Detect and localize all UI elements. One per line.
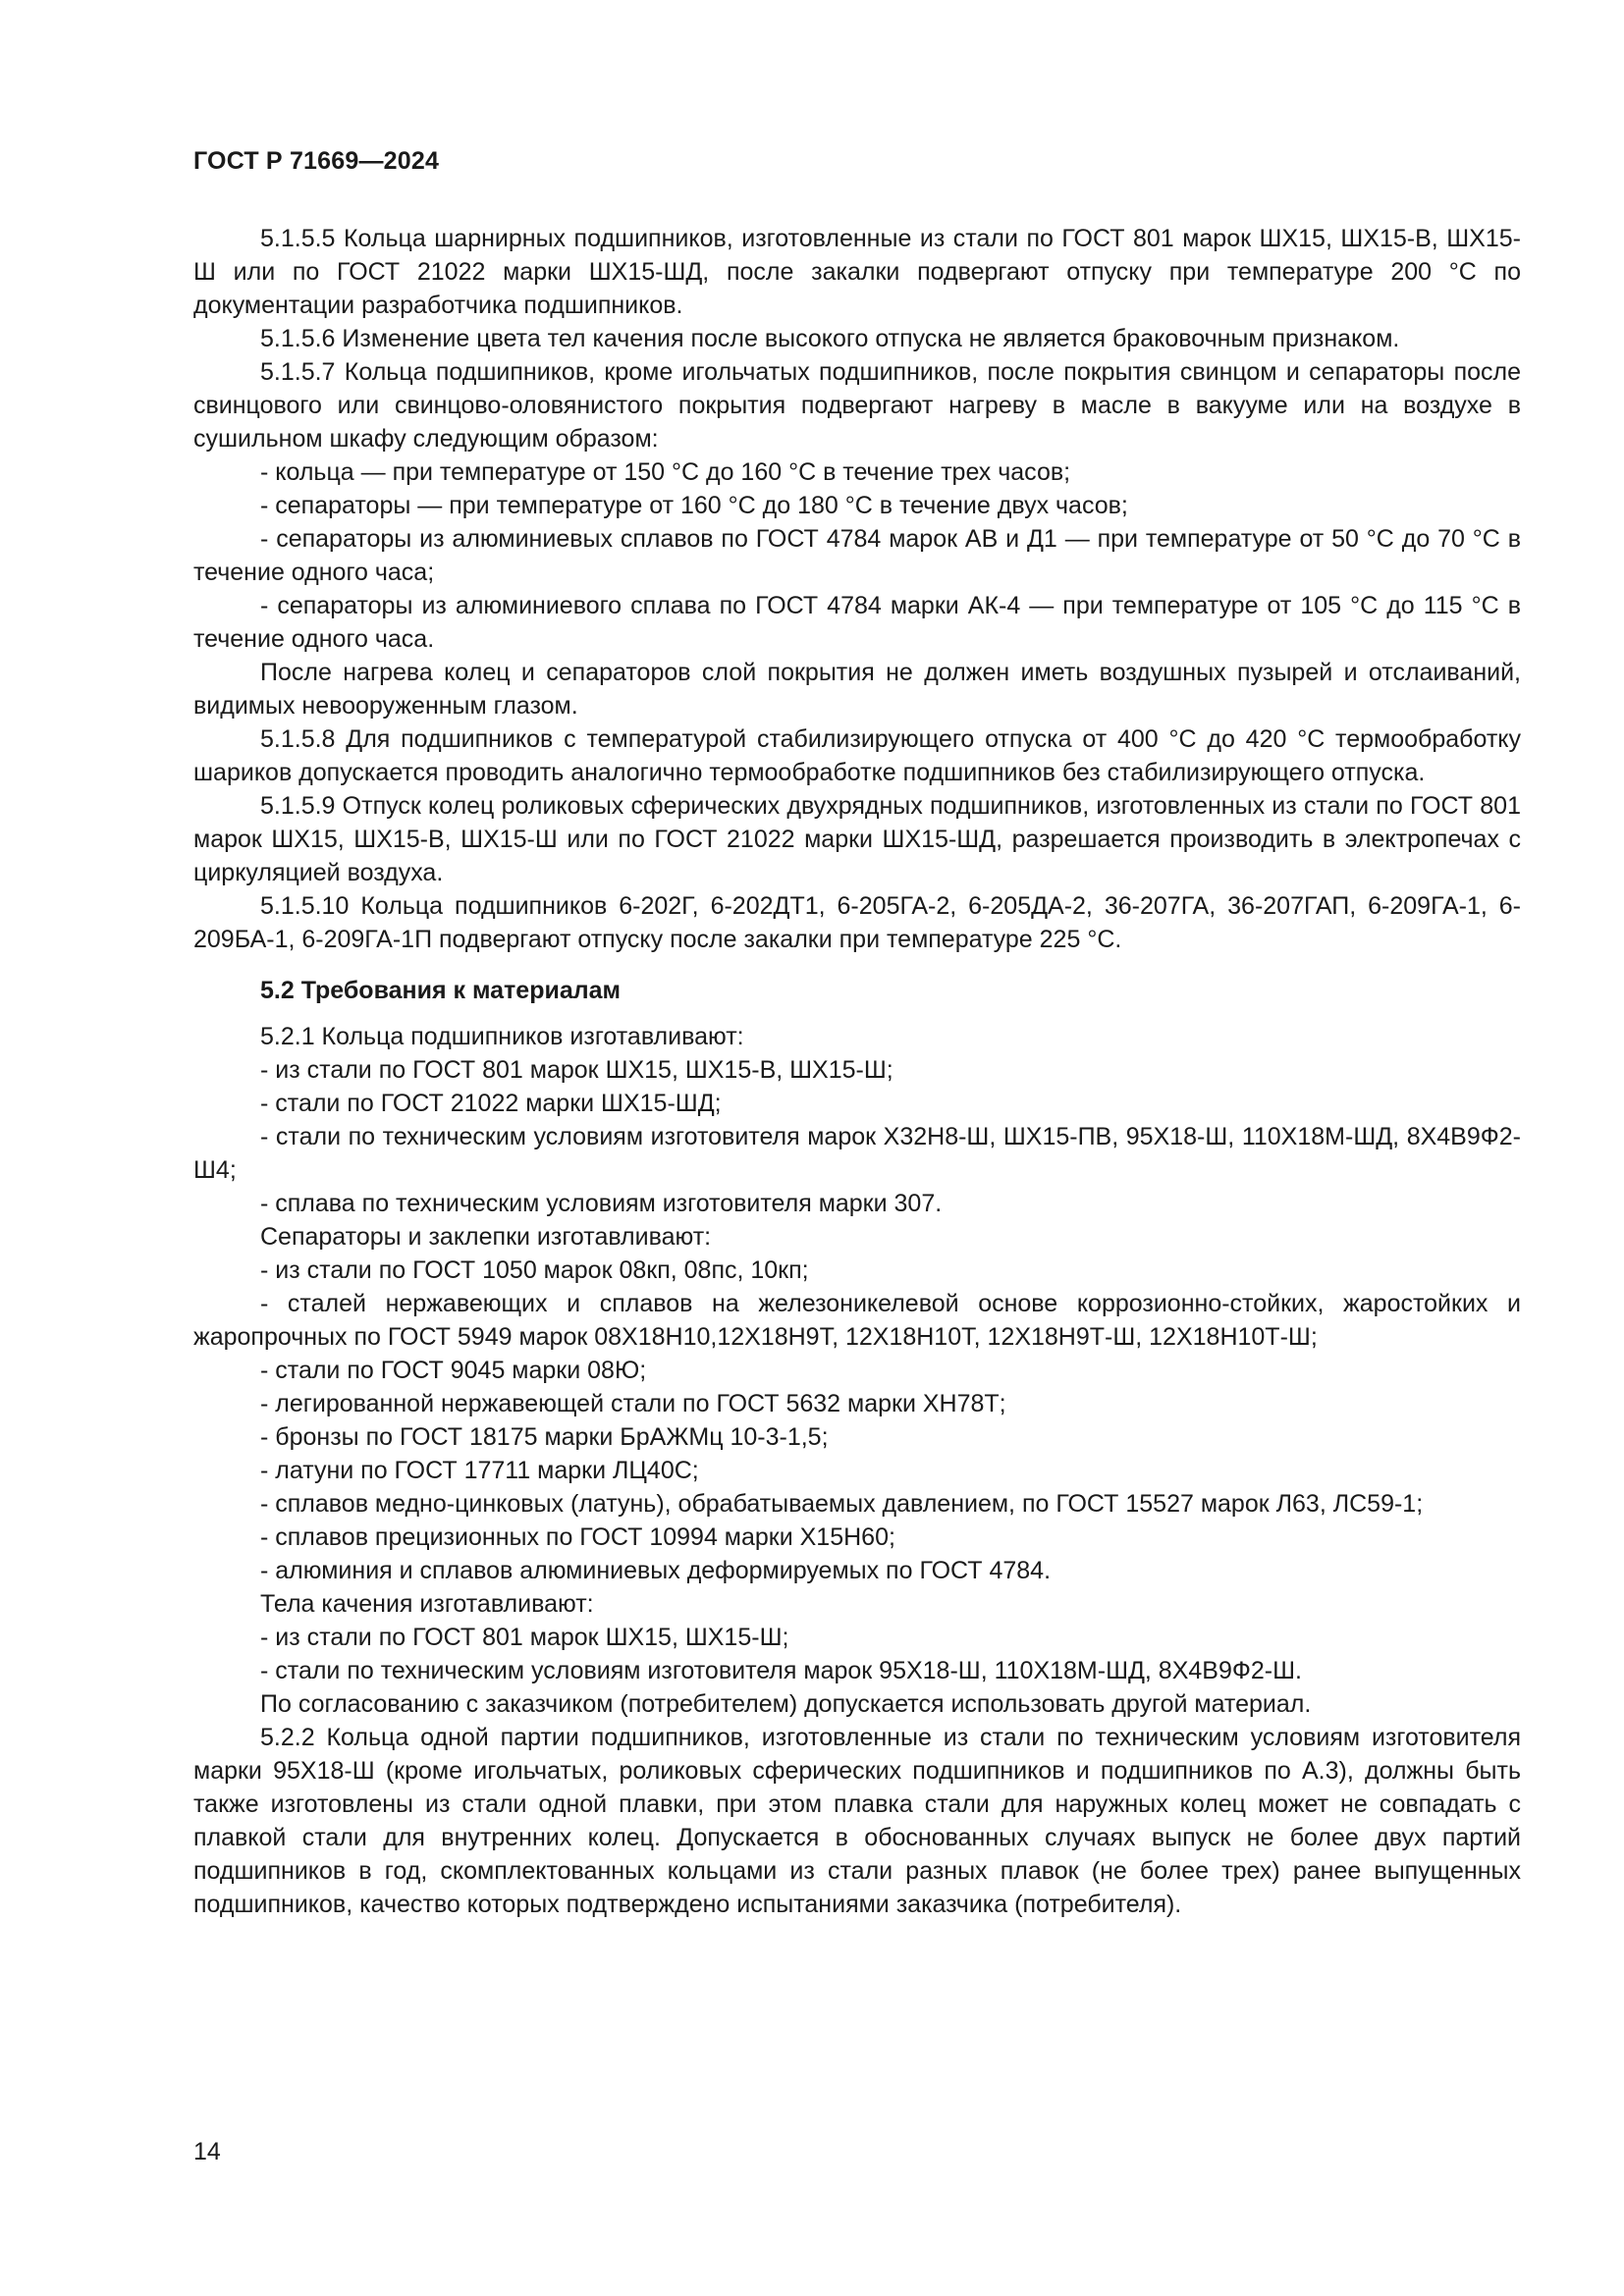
- list-item: - стали по техническим условиям изготовителя марок 95Х18-Ш, 110Х18М-ШД, 8Х4В9Ф2-Ш.: [260, 1657, 1302, 1684]
- paragraph-5-1-5-8: 5.1.5.8 Для подшипников с температурой стабилизирующего отпуска от 400 °С до 420 °С термообработку шариков допускается проводить аналогично термообработке подшипников без стабилизирующего отпуска.: [193, 725, 1521, 786]
- paragraph-after-heating: После нагрева колец и сепараторов слой покрытия не должен иметь воздушных пузырей и отслаиваний, видимых невооруженным глазом.: [193, 659, 1521, 720]
- paragraph-5-1-5-7: 5.1.5.7 Кольца подшипников, кроме игольчатых подшипников, после покрытия свинцом и сепараторы после свинцового или свинцово-оловянистого покрытия подвергают нагреву в масле в вакууме или на воздухе в сушильном шкафу следующим образом:: [193, 358, 1521, 453]
- list-item: - сталей нержавеющих и сплавов на железоникелевой основе коррозионно-стойких, жаростойких и жаропрочных по ГОСТ 5949 марок 08Х18Н10,12Х18Н9Т, 12Х18Н10Т, 12Х18Н9Т-Ш, 12Х18Н10Т-Ш;: [193, 1290, 1521, 1351]
- list-item: - сплавов прецизионных по ГОСТ 10994 марки Х15Н60;: [260, 1523, 895, 1551]
- list-item: - кольца — при температуре от 150 °С до 160 °С в течение трех часов;: [260, 458, 1071, 486]
- list-item: - алюминия и сплавов алюминиевых деформируемых по ГОСТ 4784.: [260, 1557, 1052, 1584]
- paragraph-agreement: По согласованию с заказчиком (потребителем) допускается использовать другой материал.: [260, 1690, 1312, 1718]
- document-body: [193, 222, 1521, 1921]
- list-item: - легированной нержавеющей стали по ГОСТ 5632 марки ХН78Т;: [260, 1390, 1006, 1417]
- list-item: - сепараторы — при температуре от 160 °С до 180 °С в течение двух часов;: [260, 492, 1128, 519]
- list-item: - из стали по ГОСТ 1050 марок 08кп, 08пс, 10кп;: [260, 1256, 809, 1284]
- paragraph-5-2-2: 5.2.2 Кольца одной партии подшипников, изготовленные из стали по техническим условиям изготовителя марки 95Х18-Ш (кроме игольчатых, роликовых сферических подшипников и подшипников по А.3), должны быть также изготовлены из стали одной плавки, при этом плавка стали для наружных колец может не совпадать с плавкой стали для внутренних колец. Допускается в обоснованных случаях выпуск не более двух партий подшипников в год, скомплектованных кольцами из стали разных плавок (не более трех) ранее выпущенных подшипников, качество которых подтверждено испытаниями заказчика (потребителя).: [193, 1724, 1521, 1918]
- paragraph-5-2-1: 5.2.1 Кольца подшипников изготавливают:: [260, 1023, 744, 1050]
- paragraph-5-1-5-10: 5.1.5.10 Кольца подшипников 6-202Г, 6-202ДТ1, 6-205ГА-2, 6-205ДА-2, 36-207ГА, 36-207ГАП, 6-209ГА-1, 6-209БА-1, 6-209ГА-1П подвергают отпуску после закалки при температуре 225 °С.: [193, 892, 1521, 953]
- list-item: - сепараторы из алюминиевого сплава по ГОСТ 4784 марки АК-4 — при температуре от 105 °С до 115 °С в течение одного часа.: [193, 592, 1521, 653]
- document-header: ГОСТ Р 71669—2024: [193, 147, 440, 175]
- list-item: - из стали по ГОСТ 801 марок ШХ15, ШХ15-В, ШХ15-Ш;: [260, 1056, 893, 1084]
- list-item: - сплава по техническим условиям изготовителя марки 307.: [260, 1190, 943, 1217]
- separators-intro: Сепараторы и заклепки изготавливают:: [260, 1223, 712, 1251]
- list-item: - сплавов медно-цинковых (латунь), обрабатываемых давлением, по ГОСТ 15527 марок Л63, ЛС59-1;: [260, 1490, 1424, 1518]
- list-item: - бронзы по ГОСТ 18175 марки БрАЖМц 10-3-1,5;: [260, 1423, 829, 1451]
- list-item: - стали по ГОСТ 21022 марки ШХ15-ШД;: [260, 1090, 722, 1117]
- list-item: - сепараторы из алюминиевых сплавов по ГОСТ 4784 марок АВ и Д1 — при температуре от 50 °С до 70 °С в течение одного часа;: [193, 525, 1521, 586]
- list-item: - латуни по ГОСТ 17711 марки ЛЦ40С;: [260, 1457, 699, 1484]
- list-item: - стали по ГОСТ 9045 марки 08Ю;: [260, 1357, 647, 1384]
- paragraph-5-1-5-5: 5.1.5.5 Кольца шарнирных подшипников, изготовленные из стали по ГОСТ 801 марок ШХ15, ШХ15-В, ШХ15-Ш или по ГОСТ 21022 марки ШХ15-ШД, после закалки подвергают отпуску при температуре 200 °С по документации разработчика подшипников.: [193, 225, 1521, 319]
- page-number: 14: [193, 2138, 221, 2165]
- rolling-elements-intro: Тела качения изготавливают:: [260, 1590, 594, 1618]
- paragraph-5-1-5-9: 5.1.5.9 Отпуск колец роликовых сферических двухрядных подшипников, изготовленных из стали по ГОСТ 801 марок ШХ15, ШХ15-В, ШХ15-Ш или по ГОСТ 21022 марки ШХ15-ШД, разрешается производить в электропечах с циркуляцией воздуха.: [193, 792, 1521, 886]
- section-heading-5-2: 5.2 Требования к материалам: [260, 977, 622, 1004]
- list-item: - из стали по ГОСТ 801 марок ШХ15, ШХ15-Ш;: [260, 1624, 789, 1651]
- paragraph-5-1-5-6: 5.1.5.6 Изменение цвета тел качения после высокого отпуска не является браковочным признаком.: [260, 325, 1400, 352]
- list-item: - стали по техническим условиям изготовителя марок Х32Н8-Ш, ШХ15-ПВ, 95Х18-Ш, 110Х18М-ШД, 8Х4В9Ф2-Ш4;: [193, 1123, 1521, 1184]
